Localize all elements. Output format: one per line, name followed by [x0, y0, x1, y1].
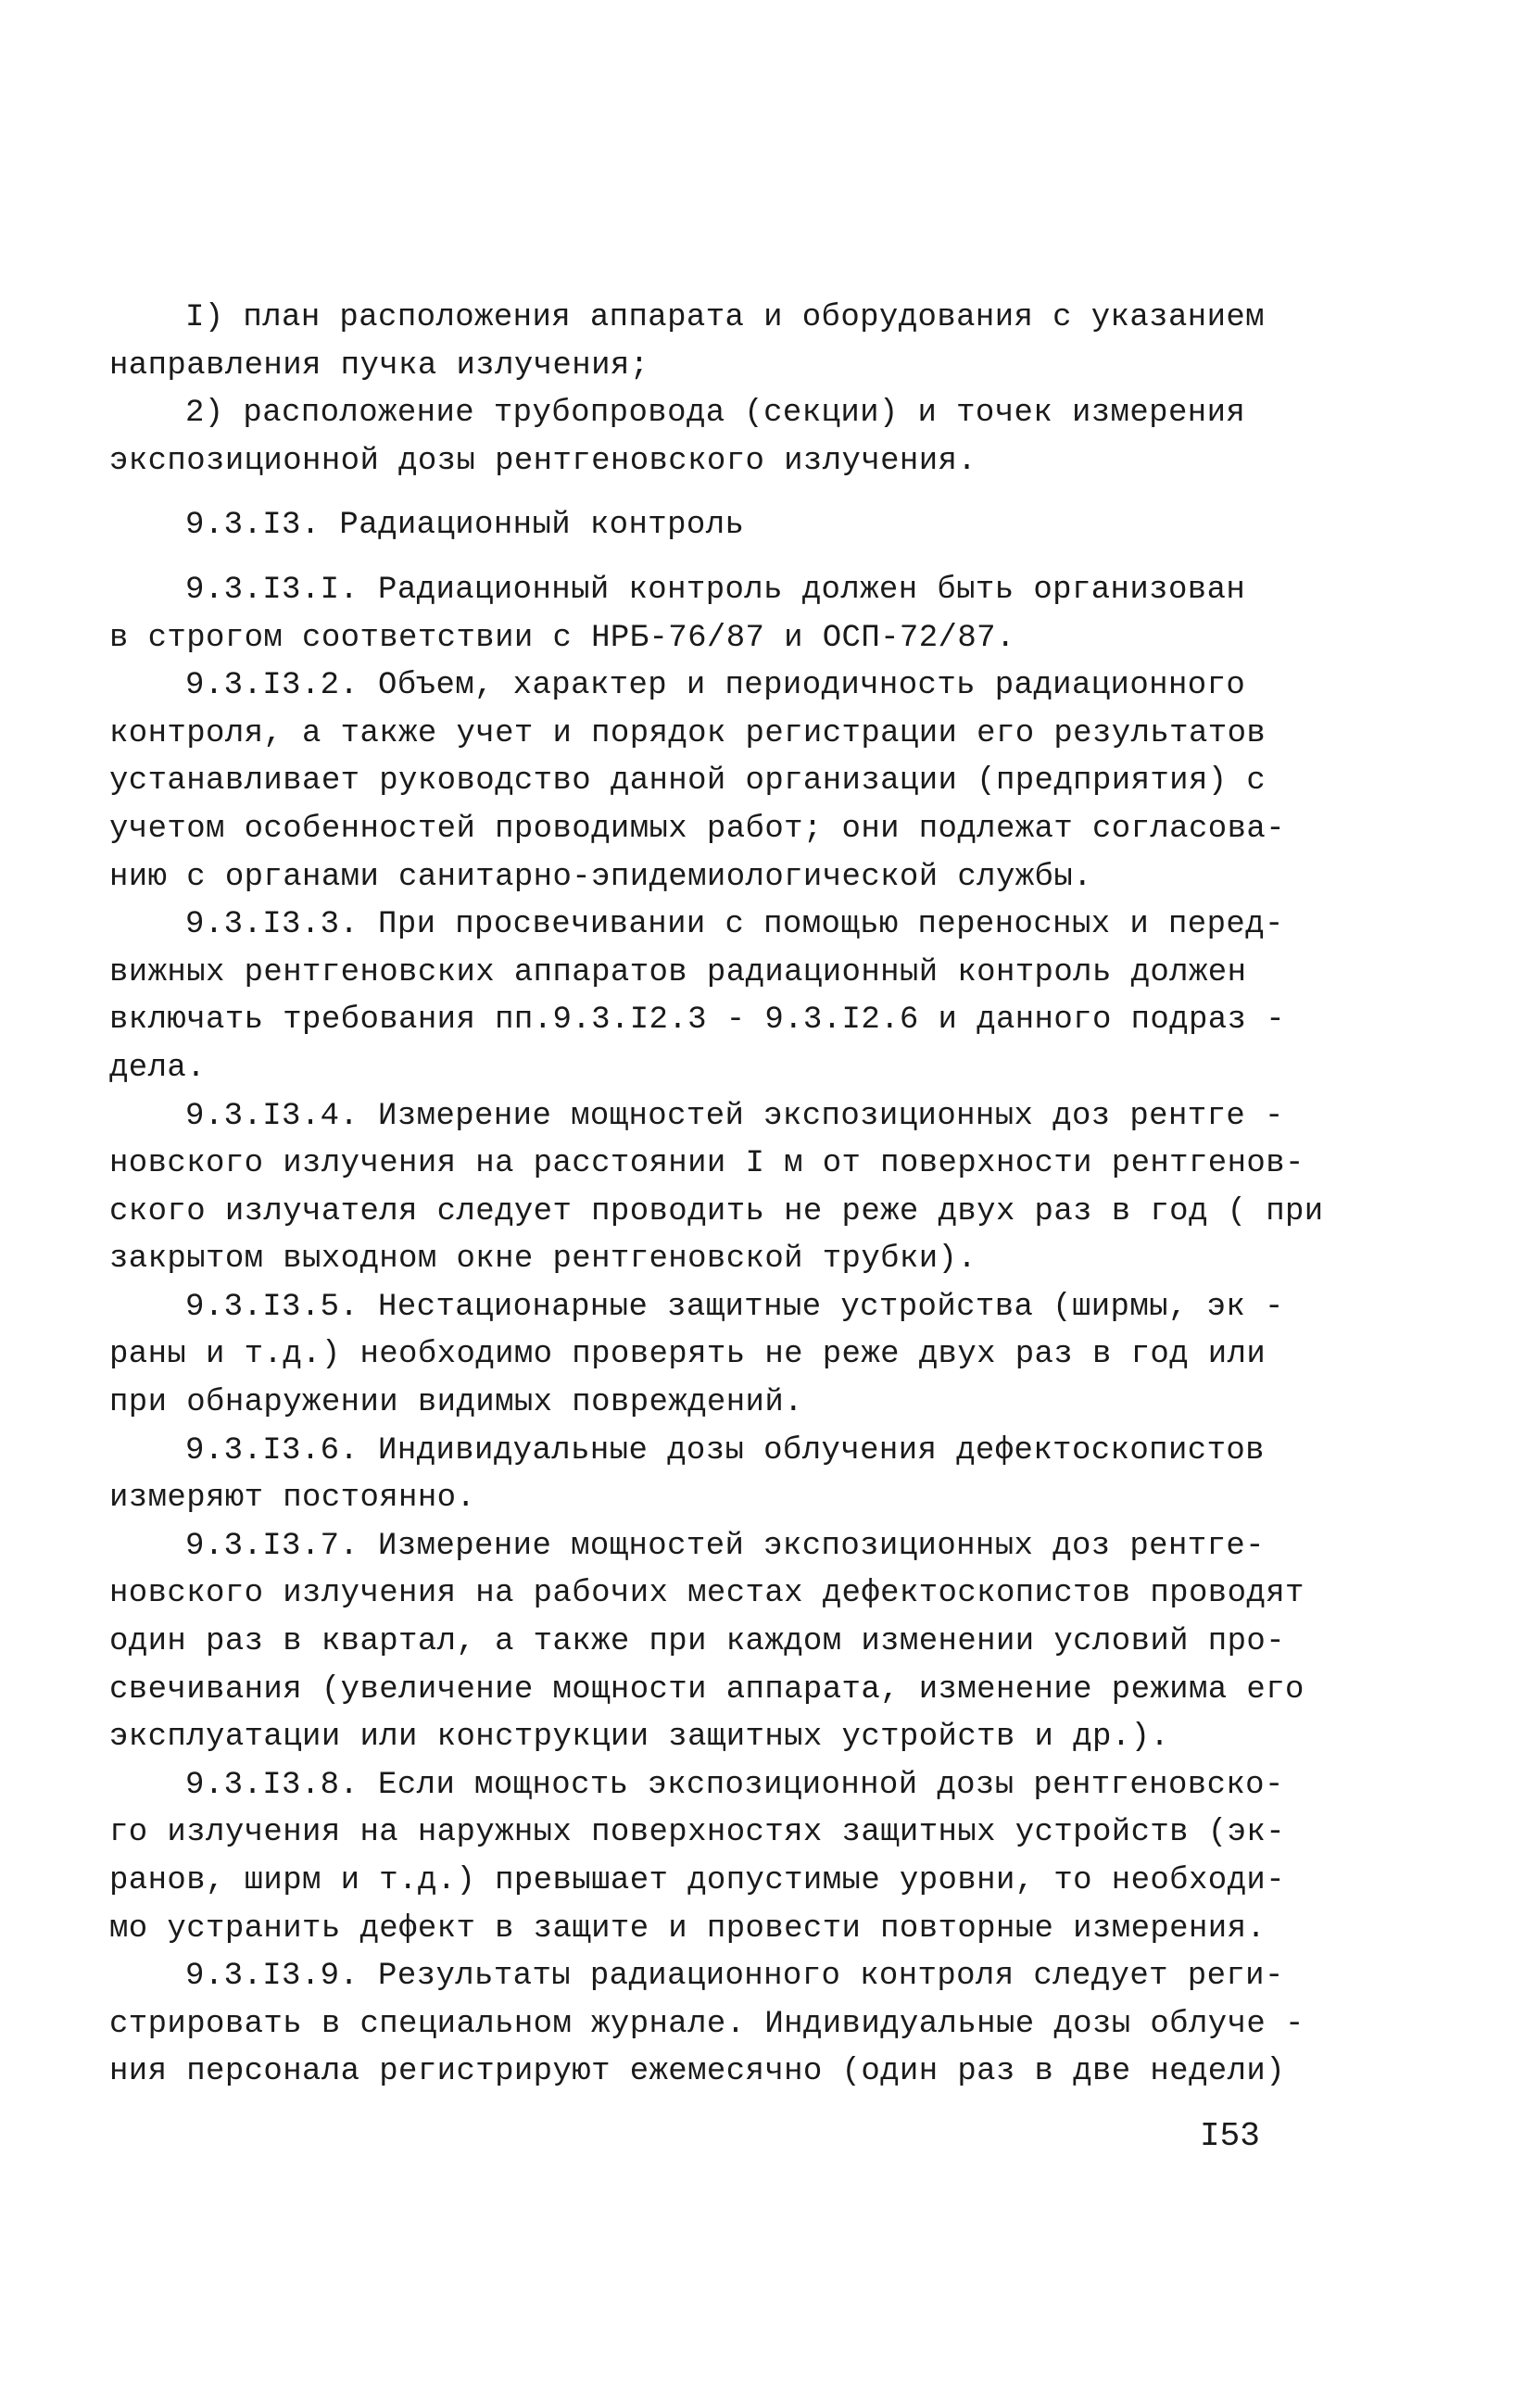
- text-line: I) план расположения аппарата и оборудования с указанием: [185, 300, 1265, 335]
- text-line: 9.3.I3.3. При просвечивании с помощью переносных и перед-: [185, 907, 1284, 943]
- text-line: нию с органами санитарно-эпидемиологической службы.: [109, 859, 1092, 895]
- text-line: ского излучателя следует проводить не реже двух раз в год ( при: [109, 1193, 1324, 1229]
- text-line: 9.3.I3.7. Измерение мощностей экспозиционных доз рентге-: [185, 1528, 1265, 1564]
- text-line: 9.3.I3.9. Результаты радиационного контроля следует реги-: [185, 1959, 1284, 1995]
- text-line: 9.3.I3.8. Если мощность экспозиционной дозы рентгеновско-: [185, 1767, 1284, 1803]
- text-line: ния персонала регистрируют ежемесячно (один раз в две недели): [109, 2054, 1286, 2090]
- text-line: мо устранить дефект в защите и провести повторные измерения.: [109, 1910, 1267, 1947]
- text-line: закрытом выходном окне рентгеновской трубки).: [109, 1242, 977, 1278]
- text-line: 9.3.I3.6. Индивидуальные дозы облучения дефектоскопистов: [185, 1432, 1265, 1469]
- paragraph-spacer: [109, 485, 1291, 502]
- text-line: 9.3.I3.5. Нестационарные защитные устройства (ширмы, эк -: [185, 1289, 1284, 1325]
- page-number: I53: [1200, 2117, 1260, 2155]
- text-line: дела.: [109, 1050, 207, 1086]
- text-line: 9.3.I3.2. Объем, характер и периодичность радиационного: [185, 668, 1246, 704]
- text-line: в строгом соответствии с НРБ-76/87 и ОСП-72/87.: [109, 620, 1015, 656]
- text-line: новского излучения на рабочих местах дефектоскопистов проводят: [109, 1576, 1304, 1612]
- text-line: при обнаружении видимых повреждений.: [109, 1385, 803, 1421]
- text-line: учетом особенностей проводимых работ; они подлежат согласова-: [109, 811, 1286, 847]
- text-line: измеряют постоянно.: [109, 1481, 476, 1517]
- text-line: 9.3.I3.4. Измерение мощностей экспозиционных доз рентге -: [185, 1098, 1284, 1134]
- text-line: направления пучка излучения;: [109, 347, 649, 384]
- text-line: го излучения на наружных поверхностях защитных устройств (эк-: [109, 1815, 1286, 1851]
- text-line: экспозиционной дозы рентгеновского излучения.: [109, 443, 977, 479]
- text-line: раны и т.д.) необходимо проверять не реже двух раз в год или: [109, 1337, 1267, 1373]
- text-line: новского излучения на расстоянии I м от поверхности рентгенов-: [109, 1146, 1304, 1182]
- document-body: [109, 295, 1324, 2097]
- text-line: один раз в квартал, а также при каждом изменении условий про-: [109, 1624, 1286, 1660]
- text-line: 2) расположение трубопровода (секции) и точек измерения: [185, 396, 1246, 432]
- text-line: ранов, ширм и т.д.) превышает допустимые уровни, то необходи-: [109, 1863, 1286, 1898]
- text-line: включать требования пп.9.3.I2.3 - 9.3.I2.6 и данного подраз -: [109, 1002, 1286, 1039]
- text-line: 9.3.I3.I. Радиационный контроль должен быть организован: [185, 572, 1246, 608]
- text-line: 9.3.I3. Радиационный контроль: [185, 508, 745, 544]
- text-line: контроля, а также учет и порядок регистрации его результатов: [109, 715, 1267, 751]
- paragraph-spacer: [109, 550, 1291, 567]
- text-line: устанавливает руководство данной организации (предприятия) с: [109, 763, 1267, 800]
- text-line: свечивания (увеличение мощности аппарата, изменение режима его: [109, 1671, 1304, 1708]
- text-line: стрировать в специальном журнале. Индивидуальные дозы облуче -: [109, 2006, 1304, 2042]
- text-line: эксплуатации или конструкции защитных устройств и др.).: [109, 1720, 1170, 1756]
- text-line: вижных рентгеновских аппаратов радиационный контроль должен: [109, 954, 1247, 990]
